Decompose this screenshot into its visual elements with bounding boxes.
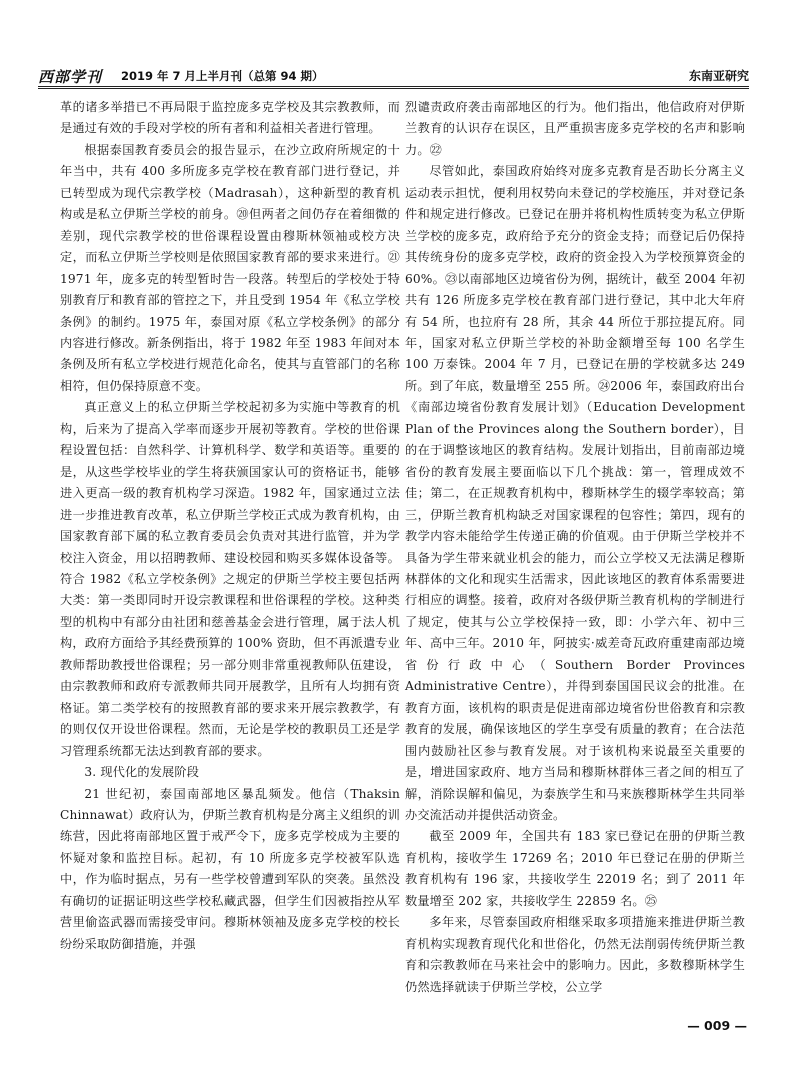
page-number: — 009 — (687, 1018, 747, 1033)
paragraph: 尽管如此，泰国政府始终对庞多克教育是否助长分离主义运动表示担忧，便利用权势向未登记的学校施压，并对登记条件和规定进行修改。已登记在册并将机构性质转变为私立伊斯兰学校的庞多克，政府给予充分的资金支持；而登记后仍保持其传统身份的庞多克学校，政府的资金投入为学校预算资金的 60%。㉓以南部地区边境省份为例，据统计，截至 2004 年初共有 126 所庞多克学校在教育部门进行登记，其中北大年府有 54 所，也拉府有 28 所，其余 44 所位于那拉提瓦府。同年，国家对私立伊斯兰学校的补助金额增至每 100 名学生 100 万泰铢。2004 年 7 月，已登记在册的学校就多达 249 所。到了年底，数量增至 255 所。㉔2006 年，泰国政府出台《南部边境省份教育发展计划》（Education Development Plan of the Provinces along the Southern border），目的在于调整该地区的教育结构。发展计划指出，目前南部边境省份的教育发展主要面临以下几个挑战：第一，管理成效不佳；第二，在正规教育机构中，穆斯林学生的辍学率较高；第三，伊斯兰教育机构缺乏对国家课程的包容性；第四，现有的教学内容未能给学生传递正确的价值观。由于伊斯兰学校并不具备为学生带来就业机会的能力，而公立学校又无法满足穆斯林群体的文化和现实生活需求，因此该地区的教育体系需要进行相应的调整。接着，政府对各级伊斯兰教育机构的学制进行了规定，使其与公立学校保持一致，即：小学六年、初中三年、高中三年。2010 年，阿披实·威差奇瓦政府重建南部边境省份行政中心（Southern Border Provinces Administrative Centre），并得到泰国国民议会的批准。在教育方面，该机构的职责是促进南部边境省份世俗教育和宗教教育的发展，确保该地区的学生享受有质量的教育；在合法范围内鼓励社区参与教育发展。对于该机构来说最至关重要的是，增进国家政府、地方当局和穆斯林群体三者之间的相互了解，消除误解和偏见，为泰族学生和马来族穆斯林学生共同举办交流活动并提供活动资金。 (405, 164, 745, 822)
paragraph: 革的诸多举措已不再局限于监控庞多克学校及其宗教教师，而是通过有效的手段对学校的所有者和利益相关者进行管理。 (60, 100, 400, 136)
paragraph: 根据泰国教育委员会的报告显示，在沙立政府所规定的十年当中，共有 400 多所庞多克学校在教育部门进行登记，并已转型成为现代宗教学校（Madrasah），这种新型的教育机构或是私立伊斯兰学校的前身。⑳但两者之间仍存在着细微的差别，现代宗教学校的世俗课程设置由穆斯林领袖或校方决定，而私立伊斯兰学校则是依照国家教育部的要求来进行。㉑1971 年，庞多克的转型暂时告一段落。转型后的学校处于特别教育厅和教育部的管控之下，并且受到 1954 年《私立学校条例》的制约。1975 年，泰国对原《私立学校条例》的部分内容进行修改。新条例指出，将于 1982 年至 1983 年间对本条例及所有私立学校进行规范化命名，使其与直管部门的名称相符，但仍保持原意不变。 (60, 142, 400, 393)
section-name: 东南亚研究 (688, 69, 749, 83)
paragraph: 真正意义上的私立伊斯兰学校起初多为实施中等教育的机构，后来为了提高入学率而逐步开展初等教育。学校的世俗课程设置包括：自然科学、计算机科学、数学和英语等。重要的是，从这些学校毕业的学生将获颁国家认可的资格证书，能够进入更高一级的教育机构学习深造。1982 年，国家通过立法进一步推进教育改革，私立伊斯兰学校正式成为教育机构，由国家教育部下属的私立教育委员会负责对其进行监管，并为学校注入资金，用以招聘教师、建设校园和购买多媒体设备等。符合 1982《私立学校条例》之规定的伊斯兰学校主要包括两大类：第一类即同时开设宗教课程和世俗课程的学校。这种类型的机构中有部分由社团和慈善基金会进行管理，属于法人机构，政府方面给予其经费预算的 100% 资助，但不再派遣专业教师帮助教授世俗课程；另一部分则非常重视教师队伍建设，由宗教教师和政府专派教师共同开展教学，且所有人均拥有资格证。第二类学校有的按照教育部的要求来开展宗教教学，有的则仅仅开设世俗课程。然而，无论是学校的教职员工还是学习管理系统都无法达到教育部的要求。 (60, 400, 400, 758)
paragraph: 多年来，尽管泰国政府相继采取多项措施来推进伊斯兰教育机构实现教育现代化和世俗化，仍然无法削弱传统伊斯兰教育和宗教教师在马来社会中的影响力。因此，多数穆斯林学生仍然选择就读于伊斯兰学校，公立学 (405, 915, 745, 994)
journal-logo: 西部学刊 (38, 68, 103, 86)
header-rule (38, 86, 749, 89)
paragraph: 21 世纪初，泰国南部地区暴乱频发。他信（Thaksin Chinnawat）政府认为，伊斯兰教育机构是分离主义组织的训练营，因此将南部地区置于戒严令下，庞多克学校成为主要的怀疑对象和监控目标。起初，有 10 所庞多克学校被军队选中，作为临时据点，另有一些学校曾遭到军队的突袭。虽然没有确切的证据证明这些学校私藏武器，但学生们因被指控从军营里偷盗武器而需接受审问。穆斯林领袖及庞多克学校的校长纷纷采取防御措施，并强 (60, 786, 400, 951)
right-column (405, 97, 745, 998)
paragraph: 烈谴责政府袭击南部地区的行为。他们指出，他信政府对伊斯兰教育的认识存在误区，且严重损害庞多克学校的名声和影响力。㉒ (405, 100, 745, 157)
paragraph: 截至 2009 年，全国共有 183 家已登记在册的伊斯兰教育机构，接收学生 17269 名；2010 年已登记在册的伊斯兰教育机构有 196 家，共接收学生 22019 名；到了 2011 年数量增至 202 家，共接收学生 22859 名。㉕ (405, 829, 745, 908)
page-header (38, 66, 749, 88)
journal-issue: 2019 年 7 月上半月刊（总第 94 期） (121, 69, 324, 83)
section-heading: 3. 现代化的发展阶段 (84, 765, 200, 780)
left-column (60, 97, 400, 955)
